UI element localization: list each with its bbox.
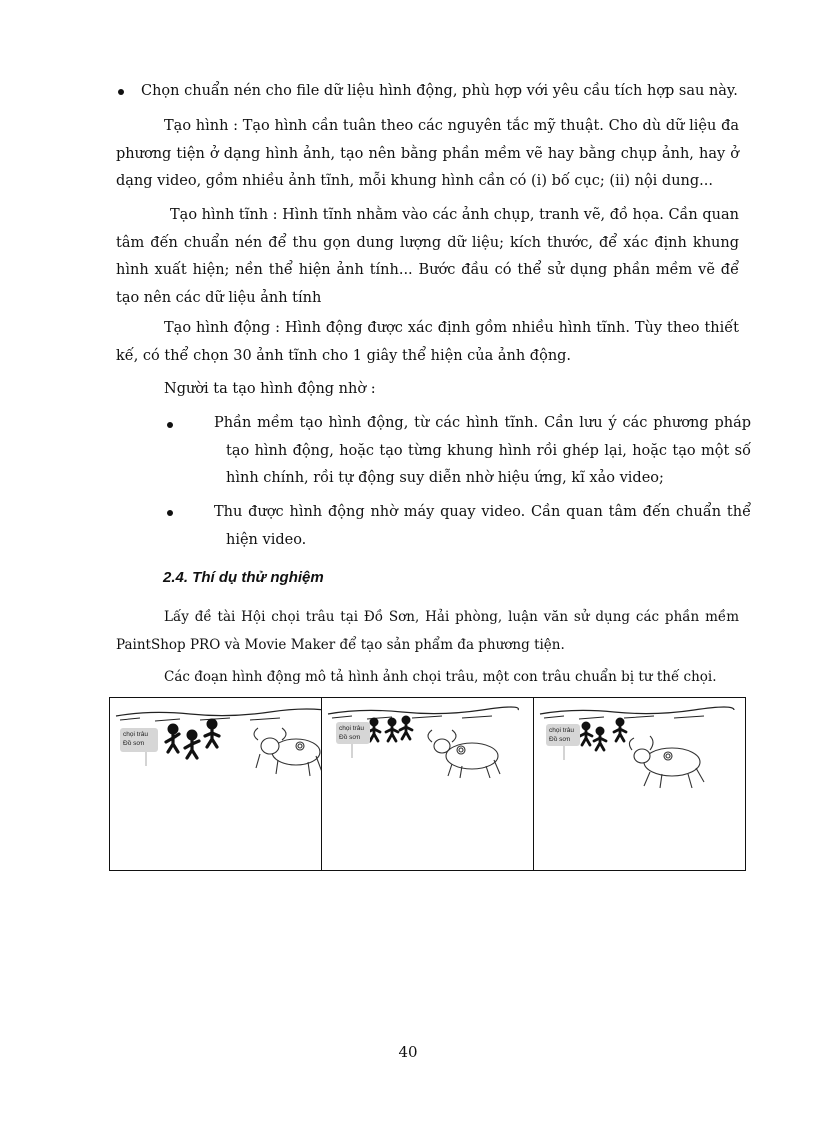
buffalo-figure-icon xyxy=(428,730,500,778)
person-figure-icon xyxy=(594,727,606,750)
example-paragraph: Lấy đề tài Hội chọi trâu tại Đồ Sơn, Hải phòng, luận văn sử dụng các phần mềm PaintShop PRO và Movie Maker để tạo sản phẩm đa phương tiện. xyxy=(116,609,739,653)
person-figure-icon xyxy=(400,716,412,739)
paragraph-nguoi-ta: Người ta tạo hình động nhờ : xyxy=(164,381,376,397)
event-sign: chọi trâu Đồ sơn xyxy=(546,724,580,746)
buffalo-figure-icon xyxy=(254,728,322,776)
page-number: 40 xyxy=(398,1043,418,1061)
bullet-dot xyxy=(167,422,173,428)
bullet-dot xyxy=(118,89,124,95)
paragraph-tao-hinh-tinh: Tạo hình tĩnh : Hình tĩnh nhằm vào các ảnh chụp, tranh vẽ, đồ họa. Cần quan tâm đến chuẩn nén để thu gọn dung lượng dữ liệu; kích thước, để xác định khung hình xuất hiện; nền thể hiện ảnh tính... Bước đầu có thể sử dụng phần mềm vẽ để tạo nên các dữ liệu ảnh tính xyxy=(116,207,739,306)
person-figure-icon xyxy=(580,722,592,745)
frame-drawing xyxy=(110,698,322,870)
method-item: Phần mềm tạo hình động, từ các hình tĩnh. Cần lưu ý các phương pháp tạo hình động, hoặc tạo từng khung hình rồi ghép lại, hoặc tạo một số hình chính, rồi tự động suy diễn nhờ hiệu ứng, kĩ xảo video; xyxy=(214,415,751,486)
section-heading: 2.4. Thí dụ thử nghiệm xyxy=(163,569,324,586)
method-item: Thu được hình động nhờ máy quay video. Cần quan tâm đến chuẩn thể hiện video. xyxy=(214,504,751,548)
person-figure-icon xyxy=(166,724,179,752)
paragraph-tao-hinh-dong: Tạo hình động : Hình động được xác định gồm nhiều hình tĩnh. Tùy theo thiết kế, có thể chọn 30 ảnh tĩnh cho 1 giây thể hiện của ảnh động. xyxy=(116,320,739,364)
animation-frame xyxy=(534,698,745,870)
bullet-dot xyxy=(167,510,173,516)
buffalo-figure-icon xyxy=(629,736,704,788)
event-sign: chọi trâu Đồ sơn xyxy=(336,722,370,744)
person-figure-icon xyxy=(614,718,626,741)
figure-caption: Các đoạn hình động mô tả hình ảnh chọi trâu, một con trâu chuẩn bị tư thế chọi. xyxy=(164,669,717,685)
animation-frames xyxy=(109,697,746,871)
event-sign: chọi trâu Đồ sơn xyxy=(120,728,158,752)
person-figure-icon xyxy=(386,718,398,741)
animation-frame xyxy=(322,698,534,870)
animation-frame xyxy=(110,698,322,870)
paragraph-tao-hinh: Tạo hình : Tạo hình cần tuân theo các nguyên tắc mỹ thuật. Cho dù dữ liệu đa phương tiện ở dạng hình ảnh, tạo nên bằng phần mềm vẽ hay bằng chụp ảnh, hay ở dạng video, gồm nhiều ảnh tĩnh, mỗi khung hình cần có (i) bố cục; (ii) nội dung... xyxy=(116,118,739,189)
person-figure-icon xyxy=(185,730,199,758)
bullet-intro: Chọn chuẩn nén cho file dữ liệu hình động, phù hợp với yêu cầu tích hợp sau này. xyxy=(141,83,738,99)
person-figure-icon xyxy=(205,719,219,747)
